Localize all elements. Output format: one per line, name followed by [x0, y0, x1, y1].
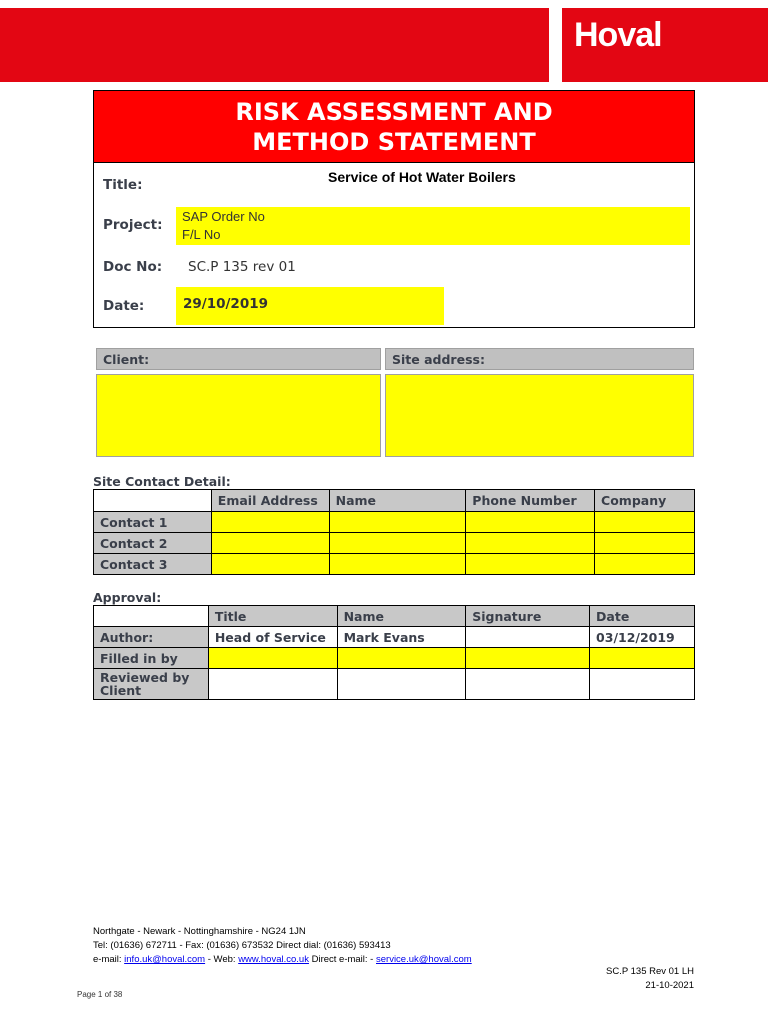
- contact-2-company[interactable]: [595, 533, 695, 554]
- col-signature: Signature: [466, 606, 590, 627]
- contact-3-email[interactable]: [211, 554, 329, 575]
- doc-ref-code: SC.P 135 Rev 01 LH: [605, 966, 694, 977]
- footer-email-line: [93, 953, 472, 967]
- table-row: [94, 512, 695, 533]
- header-red-band: [0, 8, 549, 82]
- project-fl-no: F/L No: [182, 227, 221, 242]
- site-address-header: Site address:: [385, 348, 694, 370]
- contact-2-name[interactable]: [329, 533, 466, 554]
- title-value: Service of Hot Water Boilers: [328, 169, 516, 185]
- col-phone: Phone Number: [466, 490, 595, 512]
- web-link[interactable]: www.hoval.co.uk: [238, 954, 309, 965]
- filled-by-title[interactable]: [208, 648, 337, 669]
- reviewed-signature[interactable]: [466, 669, 590, 700]
- email-prefix: e-mail:: [93, 954, 125, 965]
- contact-corner-cell: [94, 490, 212, 512]
- table-row: [94, 648, 695, 669]
- hoval-logo: [562, 8, 768, 82]
- site-contact-heading: Site Contact Detail:: [93, 474, 231, 489]
- col-name: Name: [337, 606, 466, 627]
- direct-email-link[interactable]: service.uk@hoval.com: [376, 954, 472, 965]
- col-email: Email Address: [211, 490, 329, 512]
- author-date: 03/12/2019: [590, 627, 695, 648]
- row-label: Author:: [94, 627, 209, 648]
- heading-line-2: METHOD STATEMENT: [252, 128, 536, 156]
- document-title-block: [93, 90, 695, 328]
- table-row: [94, 533, 695, 554]
- author-signature[interactable]: [466, 627, 590, 648]
- contact-1-email[interactable]: [211, 512, 329, 533]
- table-row: [94, 627, 695, 648]
- col-name: Name: [329, 490, 466, 512]
- reviewed-name[interactable]: [337, 669, 466, 700]
- email-link[interactable]: info.uk@hoval.com: [124, 954, 206, 965]
- filled-by-signature[interactable]: [466, 648, 590, 669]
- row-label: Contact 1: [94, 512, 212, 533]
- row-label: Contact 2: [94, 533, 212, 554]
- document-heading: [94, 91, 694, 163]
- heading-line-1: RISK ASSESSMENT AND: [235, 98, 553, 126]
- table-row: [94, 554, 695, 575]
- client-field[interactable]: [96, 374, 381, 457]
- approval-heading: Approval:: [93, 590, 162, 605]
- table-row: [94, 669, 695, 700]
- contact-2-email[interactable]: [211, 533, 329, 554]
- project-field[interactable]: [176, 207, 690, 245]
- reviewed-date[interactable]: [590, 669, 695, 700]
- doc-ref-date: 21-10-2021: [645, 980, 694, 991]
- footer-phones: Tel: (01636) 672711 - Fax: (01636) 673532 Direct dial: (01636) 593413: [93, 940, 391, 951]
- author-title: Head of Service: [208, 627, 337, 648]
- page-number: Page 1 of 38: [77, 990, 123, 999]
- reviewed-title[interactable]: [208, 669, 337, 700]
- contact-1-phone[interactable]: [466, 512, 595, 533]
- doc-reference: [606, 965, 694, 993]
- footer-address: Northgate - Newark - Nottinghamshire - NG24 1JN: [93, 926, 306, 937]
- contact-3-name[interactable]: [329, 554, 466, 575]
- project-label: Project:: [103, 217, 163, 233]
- site-contact-table: [93, 489, 695, 575]
- filled-by-name[interactable]: [337, 648, 466, 669]
- col-title: Title: [208, 606, 337, 627]
- contact-2-phone[interactable]: [466, 533, 595, 554]
- approval-corner-cell: [94, 606, 209, 627]
- contact-1-name[interactable]: [329, 512, 466, 533]
- project-sap-order: SAP Order No: [182, 209, 265, 224]
- filled-by-date[interactable]: [590, 648, 695, 669]
- row-label: Filled in by: [94, 648, 209, 669]
- row-label: Contact 3: [94, 554, 212, 575]
- contact-1-company[interactable]: [595, 512, 695, 533]
- row-label: Reviewed by Client: [94, 669, 209, 700]
- web-prefix: - Web:: [205, 954, 239, 965]
- logo-text: Hoval: [574, 16, 662, 54]
- docno-value: SC.P 135 rev 01: [188, 259, 296, 275]
- col-date: Date: [590, 606, 695, 627]
- date-field[interactable]: 29/10/2019: [176, 287, 444, 325]
- contact-3-company[interactable]: [595, 554, 695, 575]
- author-name: Mark Evans: [337, 627, 466, 648]
- date-label: Date:: [103, 298, 145, 314]
- approval-table: [93, 605, 695, 700]
- contact-3-phone[interactable]: [466, 554, 595, 575]
- direct-prefix: Direct e-mail: -: [308, 954, 376, 965]
- footer-contact: [93, 925, 472, 967]
- client-header: Client:: [96, 348, 381, 370]
- docno-label: Doc No:: [103, 259, 163, 275]
- col-company: Company: [595, 490, 695, 512]
- title-label: Title:: [103, 177, 143, 193]
- site-address-field[interactable]: [385, 374, 694, 457]
